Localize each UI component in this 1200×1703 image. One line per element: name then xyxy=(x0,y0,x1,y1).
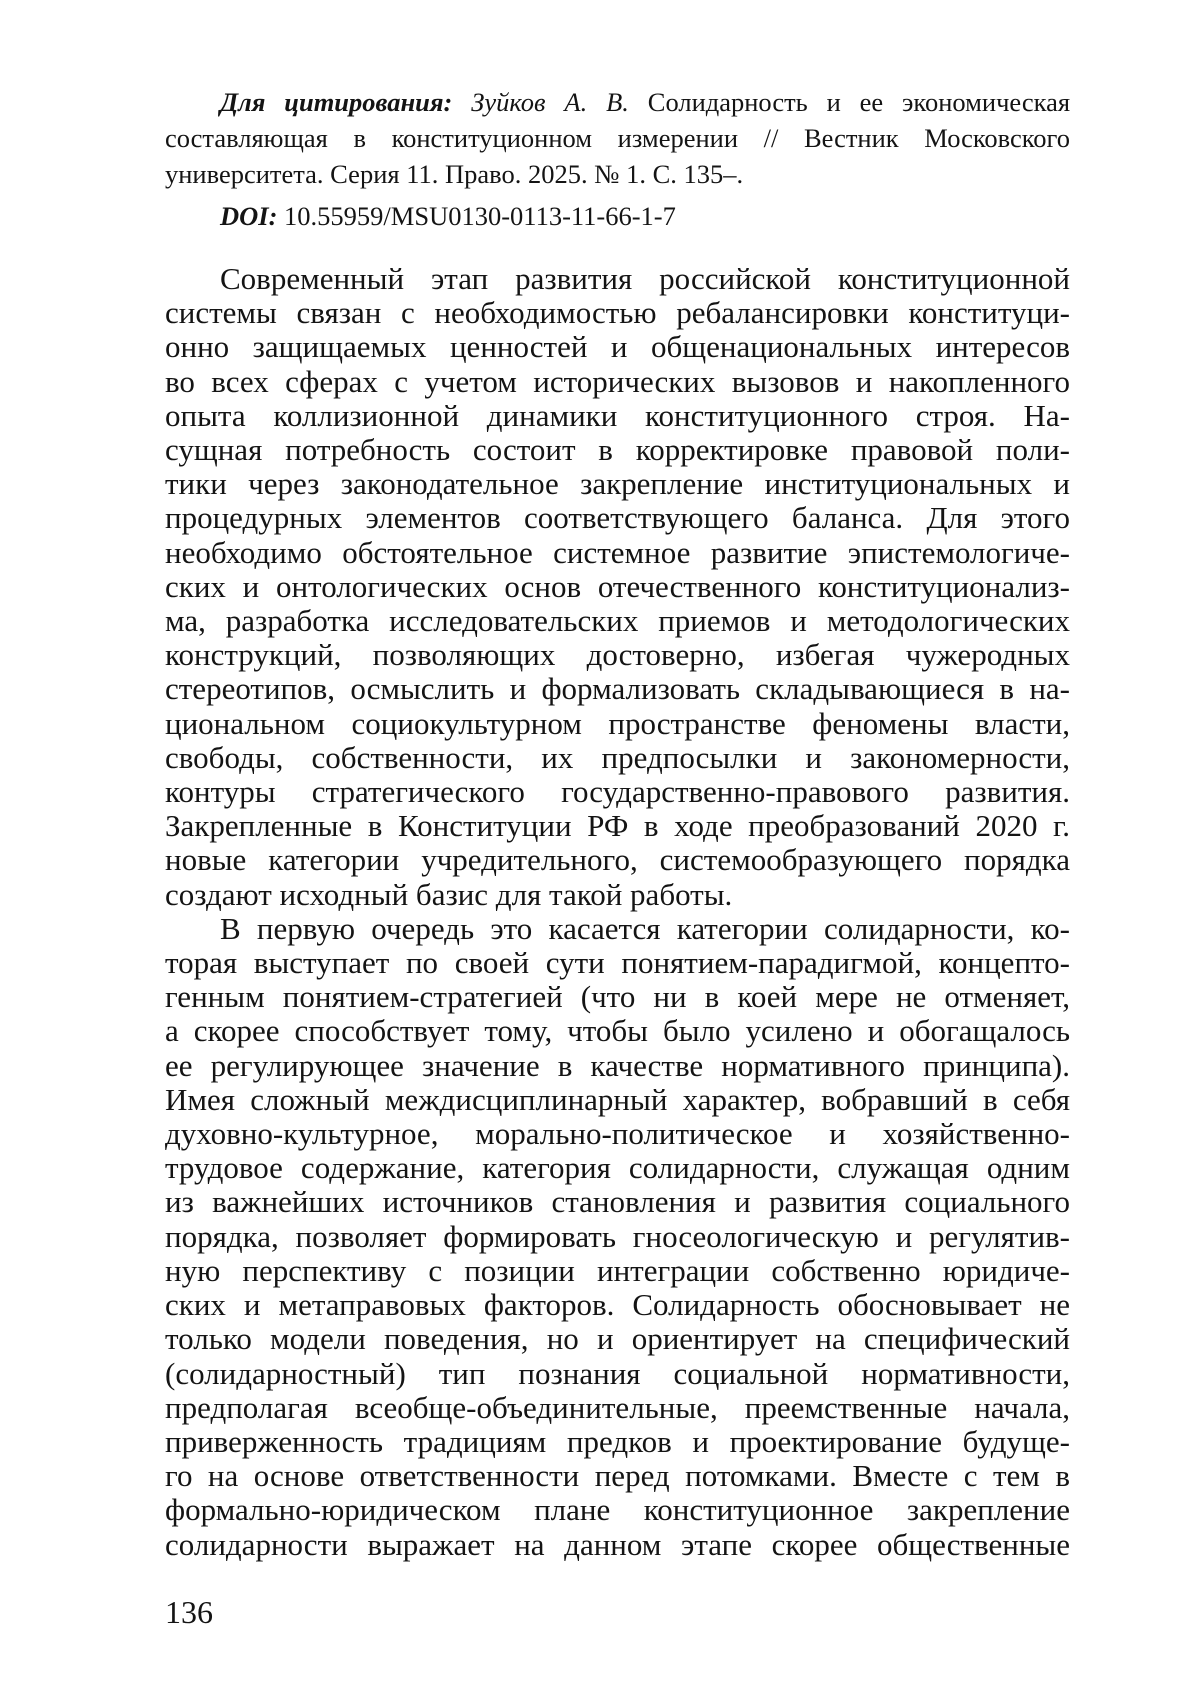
text-line: опыта коллизионной динамики конституционного строя. На- xyxy=(165,399,1070,433)
text-line: тики через законодательное закрепление институциональных и xyxy=(165,467,1070,501)
text-line: ма, разработка исследовательских приемов и методологических xyxy=(165,604,1070,638)
text-line: порядка, позволяет формировать гносеологическую и регулятив- xyxy=(165,1220,1070,1254)
text-line: а скорее способствует тому, чтобы было усилено и обогащалось xyxy=(165,1014,1070,1048)
text-line: ских и метаправовых факторов. Солидарность обосновывает не xyxy=(165,1288,1070,1322)
citation-author: Зуйков А. В. xyxy=(471,87,629,117)
paragraph xyxy=(165,912,1070,1562)
citation-reference xyxy=(165,84,1070,192)
text-line: из важнейших источников становления и развития социального xyxy=(165,1185,1070,1219)
text-line: во всех сферах с учетом исторических вызовов и накопленного xyxy=(165,365,1070,399)
doi-label: DOI: xyxy=(220,201,277,231)
text-line: новые категории учредительного, системообразующего порядка xyxy=(165,843,1070,877)
paragraph xyxy=(165,262,1070,912)
doi-line xyxy=(165,198,1070,234)
text-line: торая выступает по своей сути понятием-парадигмой, концепто- xyxy=(165,946,1070,980)
text-line: конструкций, позволяющих достоверно, избегая чужеродных xyxy=(165,638,1070,672)
text-line: необходимо обстоятельное системное развитие эпистемологиче- xyxy=(165,536,1070,570)
text-line: трудовое содержание, категория солидарности, служащая одним xyxy=(165,1151,1070,1185)
text-line: ее регулирующее значение в качестве нормативного принципа). xyxy=(165,1049,1070,1083)
doi-value: 10.55959/MSU0130-0113-11-66-1-7 xyxy=(284,201,676,231)
text-line: солидарности выражает на данном этапе скорее общественные xyxy=(165,1528,1070,1562)
text-line: духовно-культурное, морально-политическое и хозяйственно- xyxy=(165,1117,1070,1151)
text-line: онно защищаемых ценностей и общенациональных интересов xyxy=(165,330,1070,364)
text-line: стереотипов, осмыслить и формализовать складывающиеся в на- xyxy=(165,672,1070,706)
text-line: Современный этап развития российской конституционной xyxy=(165,262,1070,296)
text-line: процедурных элементов соответствующего баланса. Для этого xyxy=(165,501,1070,535)
citation-label: Для цитирования: xyxy=(220,87,452,117)
text-line: (солидарностный) тип познания социальной нормативности, xyxy=(165,1357,1070,1391)
article-body xyxy=(165,262,1070,1562)
text-line: сущная потребность состоит в корректировке правовой поли- xyxy=(165,433,1070,467)
page-number: 136 xyxy=(165,1594,213,1630)
text-line: В первую очередь это касается категории солидарности, ко- xyxy=(165,912,1070,946)
text-line: ских и онтологических основ отечественного конституционализ- xyxy=(165,570,1070,604)
text-line: Закрепленные в Конституции РФ в ходе преобразований 2020 г. xyxy=(165,809,1070,843)
text-line: го на основе ответственности перед потомками. Вместе с тем в xyxy=(165,1459,1070,1493)
text-line: генным понятием-стратегией (что ни в коей мере не отменяет, xyxy=(165,980,1070,1014)
citation-text: Солидарность и ее экономическая составляющая в конституционном измерении // Вестник Московского университета. Серия 11. Право. 2025. № 1. С. 135–. xyxy=(165,87,1070,189)
text-line: свободы, собственности, их предпосылки и закономерности, xyxy=(165,741,1070,775)
text-line: создают исходный базис для такой работы. xyxy=(165,878,1070,912)
text-line: Имея сложный междисциплинарный характер, вобравший в себя xyxy=(165,1083,1070,1117)
text-line: контуры стратегического государственно-правового развития. xyxy=(165,775,1070,809)
text-line: только модели поведения, но и ориентирует на специфический xyxy=(165,1322,1070,1356)
text-line: ную перспективу с позиции интеграции собственно юридиче- xyxy=(165,1254,1070,1288)
text-line: приверженность традициям предков и проектирование будуще- xyxy=(165,1425,1070,1459)
text-line: системы связан с необходимостью ребалансировки конституци- xyxy=(165,296,1070,330)
citation-block xyxy=(165,84,1070,234)
text-line: формально-юридическом плане конституционное закрепление xyxy=(165,1493,1070,1527)
text-line: предполагая всеобще-объединительные, преемственные начала, xyxy=(165,1391,1070,1425)
text-line: циональном социокультурном пространстве феномены власти, xyxy=(165,707,1070,741)
